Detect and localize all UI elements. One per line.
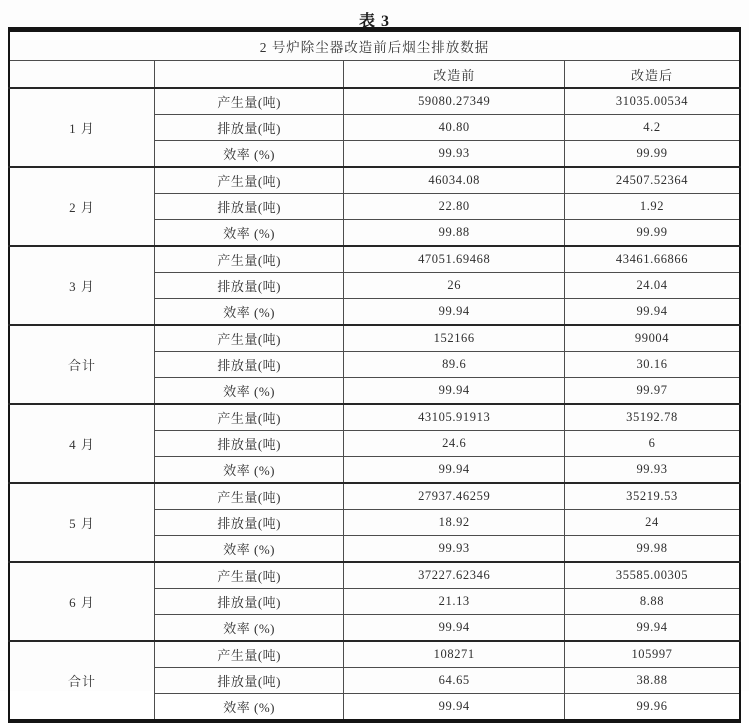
value-after: 105997 bbox=[565, 641, 741, 668]
month-label: 1 月 bbox=[9, 88, 154, 167]
value-after: 35192.78 bbox=[565, 404, 741, 431]
header-before: 改造前 bbox=[344, 61, 565, 89]
value-before: 99.94 bbox=[344, 299, 565, 326]
value-before: 152166 bbox=[344, 325, 565, 352]
metric-label: 排放量(吨) bbox=[154, 589, 344, 615]
value-before: 99.93 bbox=[344, 536, 565, 563]
header-metric-blank bbox=[154, 61, 344, 89]
metric-label: 产生量(吨) bbox=[154, 325, 344, 352]
metric-label: 产生量(吨) bbox=[154, 167, 344, 194]
value-after: 38.88 bbox=[565, 668, 741, 694]
value-before: 18.92 bbox=[344, 510, 565, 536]
value-after: 35219.53 bbox=[565, 483, 741, 510]
value-after: 24507.52364 bbox=[565, 167, 741, 194]
metric-label: 效率 (%) bbox=[154, 378, 344, 405]
metric-label: 产生量(吨) bbox=[154, 641, 344, 668]
metric-label: 效率 (%) bbox=[154, 220, 344, 247]
metric-label: 排放量(吨) bbox=[154, 352, 344, 378]
value-before: 43105.91913 bbox=[344, 404, 565, 431]
value-after: 24.04 bbox=[565, 273, 741, 299]
metric-label: 产生量(吨) bbox=[154, 562, 344, 589]
metric-label: 产生量(吨) bbox=[154, 404, 344, 431]
metric-label: 排放量(吨) bbox=[154, 115, 344, 141]
value-after: 99.94 bbox=[565, 615, 741, 642]
value-after: 99.97 bbox=[565, 378, 741, 405]
month-label: 合计 bbox=[9, 641, 154, 721]
table-row bbox=[9, 641, 740, 668]
month-label: 2 月 bbox=[9, 167, 154, 246]
value-before: 26 bbox=[344, 273, 565, 299]
month-label: 4 月 bbox=[9, 404, 154, 483]
value-before: 59080.27349 bbox=[344, 88, 565, 115]
value-before: 99.94 bbox=[344, 615, 565, 642]
month-label: 6 月 bbox=[9, 562, 154, 641]
metric-label: 排放量(吨) bbox=[154, 510, 344, 536]
value-after: 99.99 bbox=[565, 220, 741, 247]
table-row bbox=[9, 562, 740, 589]
metric-label: 产生量(吨) bbox=[154, 88, 344, 115]
metric-label: 效率 (%) bbox=[154, 694, 344, 722]
month-label: 合计 bbox=[9, 325, 154, 404]
metric-label: 排放量(吨) bbox=[154, 431, 344, 457]
value-after: 6 bbox=[565, 431, 741, 457]
table-caption: 表 3 bbox=[358, 13, 390, 30]
value-before: 99.93 bbox=[344, 141, 565, 168]
metric-label: 产生量(吨) bbox=[154, 483, 344, 510]
value-before: 24.6 bbox=[344, 431, 565, 457]
table-row bbox=[9, 404, 740, 431]
value-before: 27937.46259 bbox=[344, 483, 565, 510]
value-after: 24 bbox=[565, 510, 741, 536]
month-label: 5 月 bbox=[9, 483, 154, 562]
table-header-row bbox=[9, 61, 740, 89]
table-title: 2 号炉除尘器改造前后烟尘排放数据 bbox=[9, 30, 740, 61]
header-month-blank bbox=[9, 61, 154, 89]
metric-label: 排放量(吨) bbox=[154, 194, 344, 220]
value-before: 108271 bbox=[344, 641, 565, 668]
value-after: 35585.00305 bbox=[565, 562, 741, 589]
value-before: 99.94 bbox=[344, 694, 565, 722]
emissions-table bbox=[8, 27, 741, 723]
value-before: 64.65 bbox=[344, 668, 565, 694]
table-row bbox=[9, 88, 740, 115]
value-before: 99.88 bbox=[344, 220, 565, 247]
value-before: 21.13 bbox=[344, 589, 565, 615]
table-title-row bbox=[9, 30, 740, 61]
value-after: 43461.66866 bbox=[565, 246, 741, 273]
metric-label: 效率 (%) bbox=[154, 141, 344, 168]
table-body bbox=[9, 88, 740, 721]
value-before: 22.80 bbox=[344, 194, 565, 220]
value-after: 99.93 bbox=[565, 457, 741, 484]
metric-label: 效率 (%) bbox=[154, 615, 344, 642]
table-row bbox=[9, 167, 740, 194]
value-after: 99.99 bbox=[565, 141, 741, 168]
value-before: 46034.08 bbox=[344, 167, 565, 194]
value-after: 30.16 bbox=[565, 352, 741, 378]
value-after: 31035.00534 bbox=[565, 88, 741, 115]
table-row bbox=[9, 483, 740, 510]
value-before: 47051.69468 bbox=[344, 246, 565, 273]
value-after: 8.88 bbox=[565, 589, 741, 615]
value-after: 99.94 bbox=[565, 299, 741, 326]
value-after: 1.92 bbox=[565, 194, 741, 220]
header-after: 改造后 bbox=[565, 61, 741, 89]
value-after: 4.2 bbox=[565, 115, 741, 141]
metric-label: 产生量(吨) bbox=[154, 246, 344, 273]
table-row bbox=[9, 325, 740, 352]
metric-label: 排放量(吨) bbox=[154, 273, 344, 299]
value-before: 89.6 bbox=[344, 352, 565, 378]
value-before: 37227.62346 bbox=[344, 562, 565, 589]
value-before: 99.94 bbox=[344, 378, 565, 405]
month-label: 3 月 bbox=[9, 246, 154, 325]
metric-label: 排放量(吨) bbox=[154, 668, 344, 694]
value-after: 99.98 bbox=[565, 536, 741, 563]
metric-label: 效率 (%) bbox=[154, 299, 344, 326]
metric-label: 效率 (%) bbox=[154, 457, 344, 484]
table-row bbox=[9, 246, 740, 273]
value-after: 99004 bbox=[565, 325, 741, 352]
value-after: 99.96 bbox=[565, 694, 741, 722]
value-before: 99.94 bbox=[344, 457, 565, 484]
value-before: 40.80 bbox=[344, 115, 565, 141]
metric-label: 效率 (%) bbox=[154, 536, 344, 563]
